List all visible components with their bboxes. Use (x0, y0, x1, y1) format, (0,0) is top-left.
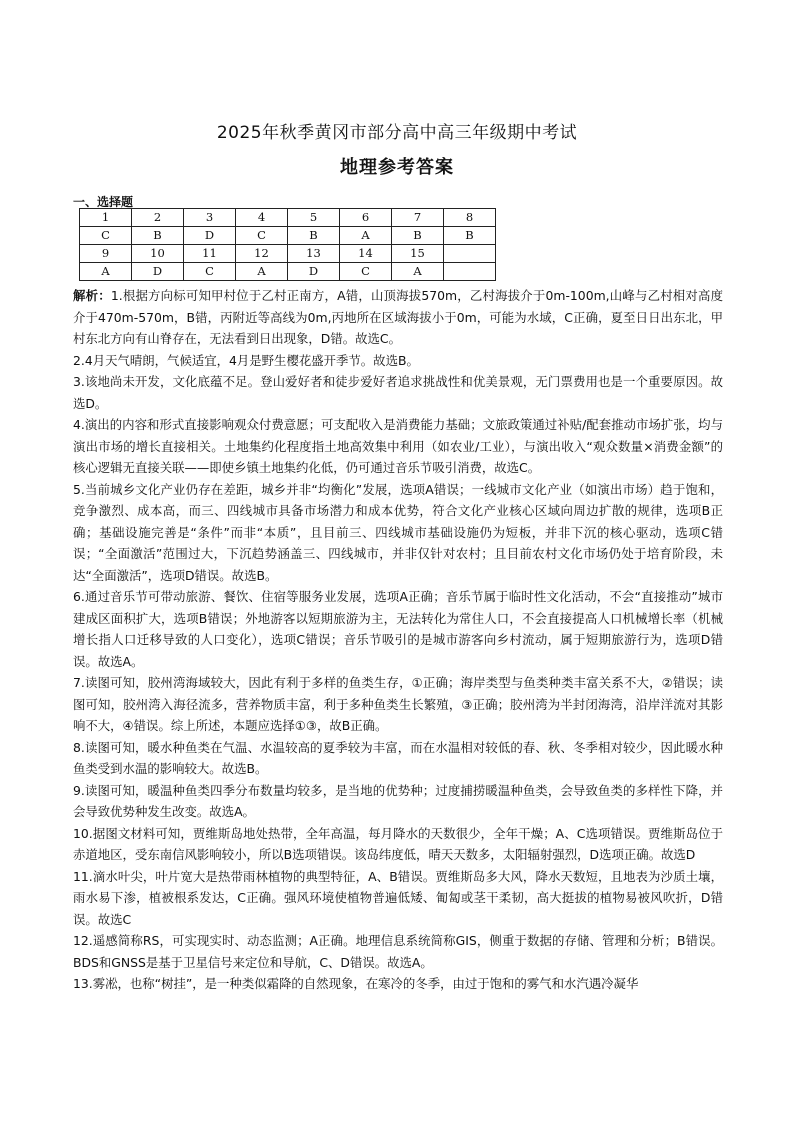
table-cell: 10 (132, 245, 184, 263)
explanation-paragraph: 3.该地尚未开发，文化底蕴不足。登山爱好者和徒步爱好者追求挑战性和优美景观，无门票费用也是一个重要原因。故选D。 (73, 374, 723, 411)
explanation-paragraph: 6.通过音乐节可带动旅游、餐饮、住宿等服务业发展，选项A正确；音乐节属于临时性文化活动，不会“直接推动”城市建成区面积扩大，选项B错误；外地游客以短期旅游为主，无法转化为常住人口，不会直接提高人口机械增长率（机械增长指人口迁移导致的人口变化），选项C错误；音乐节吸引的是城市游客向乡村流动，属于短期旅游行为，选项D错误。故选A。 (73, 589, 723, 669)
exam-title: 2025年秋季黄冈市部分高中高三年级期中考试 (216, 123, 578, 143)
table-cell: 5 (288, 209, 340, 227)
table-cell: D (184, 227, 236, 245)
table-cell: 7 (392, 209, 444, 227)
table-cell: 3 (184, 209, 236, 227)
explanation-paragraph: 2.4月天气晴朗，气候适宜，4月是野生樱花盛开季节。故选B。 (73, 352, 419, 368)
explanation-paragraph: 13.雾凇，也称“树挂”，是一种类似霜降的自然现象，在寒冷的冬季，由过于饱和的雾气和水汽遇冷凝华 (73, 976, 639, 991)
table-cell: D (288, 263, 340, 281)
table-cell: 15 (392, 245, 444, 263)
table-cell: B (288, 227, 340, 245)
question-number-row (80, 245, 496, 263)
table-cell: 14 (340, 245, 392, 263)
table-cell: C (184, 263, 236, 281)
explanation-block (73, 285, 723, 995)
explanation-paragraph: 11.滴水叶尖，叶片宽大是热带雨林植物的典型特征，A、B错误。贾维斯岛多大风，降水天数短，且地表为沙质土壤，雨水易下渗，植被根系发达，C正确。强风环境使植物普遍低矮、匍匐或茎干柔韧，高大挺拔的植物易被风吹折，D错误。故选C (73, 868, 723, 927)
table-cell: 2 (132, 209, 184, 227)
table-cell: 11 (184, 245, 236, 263)
section-heading: 一、选择题 (73, 195, 134, 209)
table-cell: A (392, 263, 444, 281)
answer-key-title: 地理参考答案 (340, 157, 454, 178)
answer-row (80, 227, 496, 245)
table-cell: 9 (80, 245, 132, 263)
explanation-label: 解析： (73, 288, 111, 303)
explanation-paragraph (73, 285, 723, 350)
table-cell: 6 (340, 209, 392, 227)
table-cell (444, 263, 496, 281)
explanation-paragraph: 5.当前城乡文化产业仍存在差距，城乡并非“均衡化”发展，选项A错误；一线城市文化产业（如演出市场）趋于饱和，竞争激烈、成本高，而三、四线城市具备市场潜力和成本优势，符合文化产业核心区域向周边扩散的规律，选项B正确；基础设施完善是“条件”而非“本质”，且目前三、四线城市基础设施仍为短板，并非下沉的核心驱动，选项C错误；“全面激活”范围过大，下沉趋势涵盖三、四线城市，并非仅针对农村；且目前农村文化市场仍处于培育阶段，未达“全面激活”，选项D错误。故选B。 (73, 481, 723, 583)
table-cell: B (132, 227, 184, 245)
table-cell: 8 (444, 209, 496, 227)
explanation-paragraph: 4.演出的内容和形式直接影响观众付费意愿；可支配收入是消费能力基础；文旅政策通过补贴/配套推动市场扩张，均与演出市场的增长直接相关。土地集约化程度指土地高效集中利用（如农业/工业），与演出收入“观众数量×消费金额”的核心逻辑无直接关联——即使乡镇土地集约化低，仍可通过音乐节吸引消费，故选C。 (73, 417, 723, 475)
table-cell: A (236, 263, 288, 281)
answer-row (80, 263, 496, 281)
table-cell: 4 (236, 209, 288, 227)
question-number-row (80, 209, 496, 227)
table-cell: C (236, 227, 288, 245)
table-cell: 12 (236, 245, 288, 263)
explanation-paragraph: 10.据图文材料可知，贾维斯岛地处热带，全年高温，每月降水的天数很少，全年干燥；A、C选项错误。贾维斯岛位于赤道地区，受东南信风影响较小，所以B选项错误。该岛纬度低，晴天天数多，太阳辐射强烈，D选项正确。故选D (73, 825, 723, 862)
table-cell: C (340, 263, 392, 281)
table-cell: D (132, 263, 184, 281)
table-cell: 1 (80, 209, 132, 227)
table-cell: B (444, 227, 496, 245)
explanation-text: 1.根据方向标可知甲村位于乙村正南方，A错，山顶海拔570m，乙村海拔介于0m-100m,山峰与乙村相对高度介于470m-570m，B错，丙附近等高线为0m,丙地所在区域海拔小于0m，可能为水域，C正确，夏至日日出东北，甲村东北方向有山脊存在，无法看到日出现象，D错。故选C。 (73, 288, 723, 346)
table-cell: B (392, 227, 444, 245)
explanation-paragraph: 8.读图可知，暖水种鱼类在气温、水温较高的夏季较为丰富，而在水温相对较低的春、秋、冬季相对较少，因此暖水种鱼类受到水温的影响较大。故选B。 (73, 739, 723, 776)
table-cell: C (80, 227, 132, 245)
table-cell (444, 245, 496, 263)
table-cell: 13 (288, 245, 340, 263)
table-cell: A (80, 263, 132, 281)
explanation-paragraph: 7.读图可知，胶州湾海域较大，因此有利于多样的鱼类生存，①正确；海岸类型与鱼类种类丰富关系不大，②错误；读图可知，胶州湾入海径流多，营养物质丰富，利于多种鱼类生长繁殖，③正确；胶州湾为半封闭海湾，沿岸洋流对其影响不大，④错误。综上所述，本题应选择①③，故B正确。 (73, 675, 723, 733)
table-cell: A (340, 227, 392, 245)
explanation-paragraph: 12.遥感简称RS，可实现实时、动态监测；A正确。地理信息系统简称GIS，侧重于数据的存储、管理和分析；B错误。BDS和GNSS是基于卫星信号来定位和导航，C、D错误。故选A。 (73, 933, 723, 970)
answer-table (79, 208, 496, 281)
explanation-paragraph: 9.读图可知，暖温种鱼类四季分布数量均较多，是当地的优势种；过度捕捞暖温种鱼类，会导致鱼类的多样性下降，并会导致优势种发生改变。故选A。 (73, 782, 723, 819)
